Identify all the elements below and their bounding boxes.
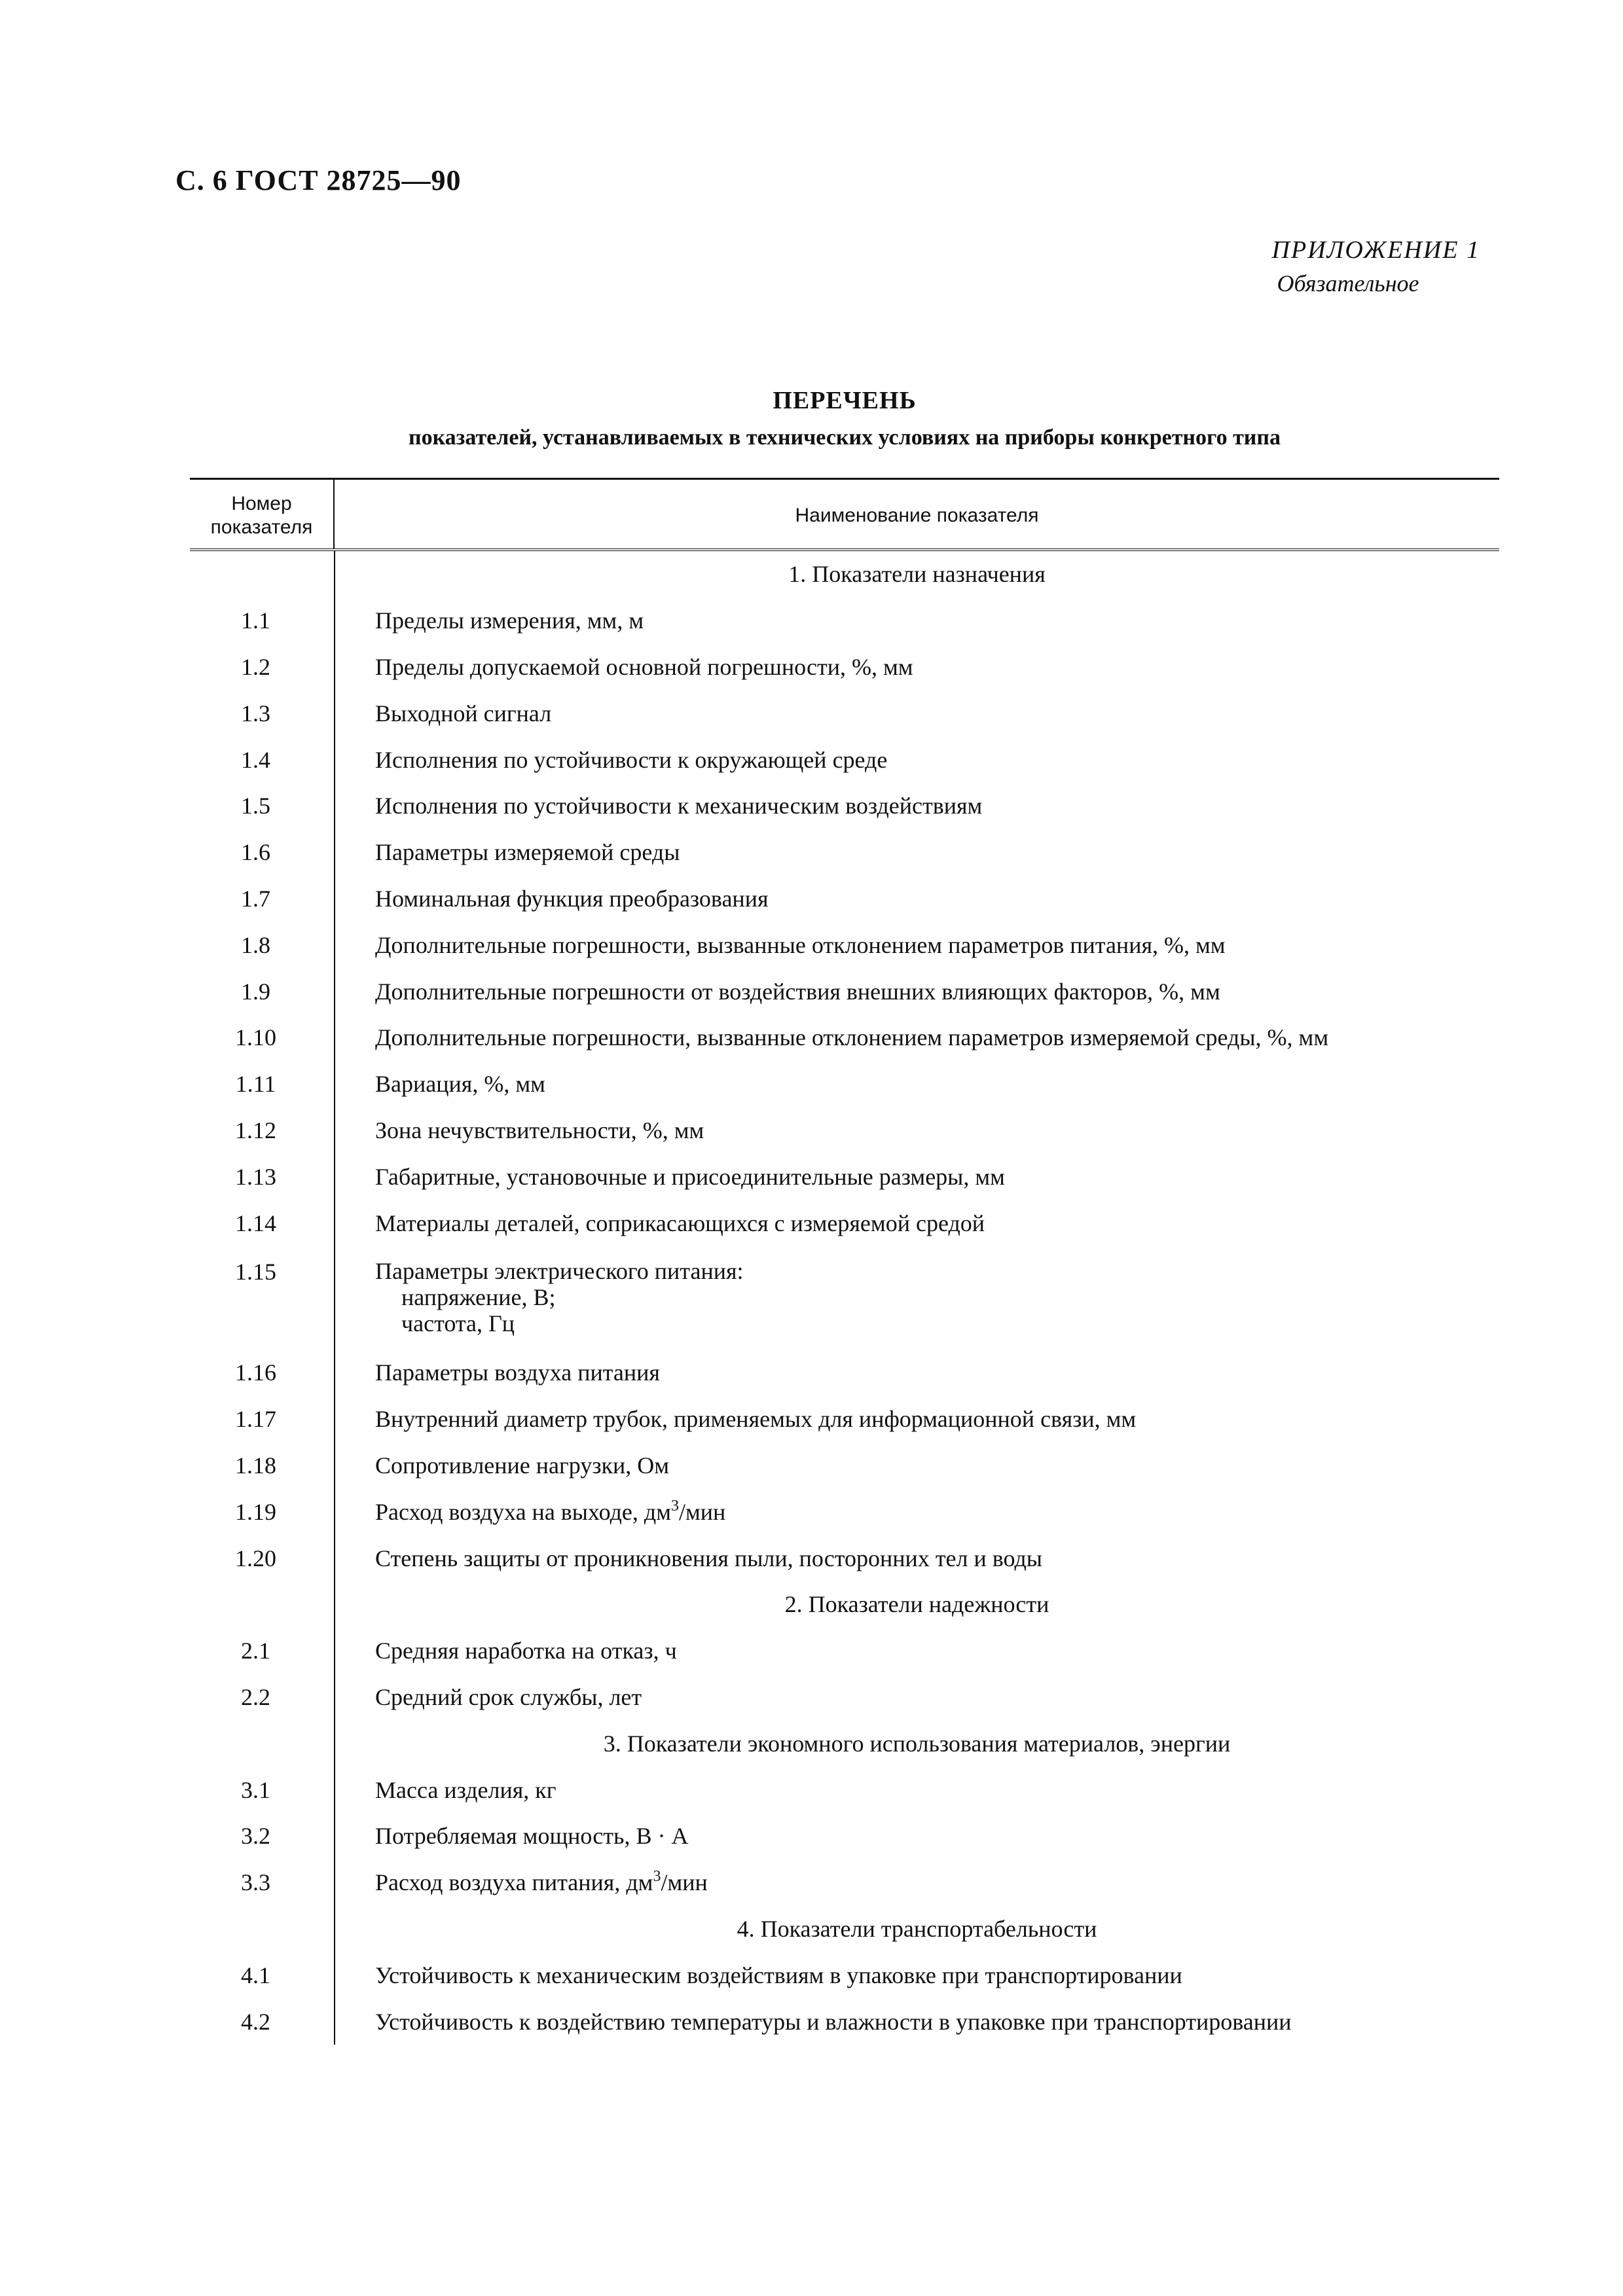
table-row bbox=[190, 922, 1499, 968]
indicator-name-text: Расход воздуха на выходе, дм bbox=[375, 1498, 671, 1525]
indicator-number: 1.12 bbox=[235, 1117, 276, 1143]
indicator-name: Средняя наработка на отказ, ч bbox=[375, 1638, 677, 1664]
indicator-number: 1.18 bbox=[235, 1452, 276, 1479]
indicator-number: 2.1 bbox=[241, 1638, 270, 1664]
indicator-name: Дополнительные погрешности, вызванные отклонением параметров измеряемой среды, %, мм bbox=[375, 1024, 1329, 1051]
section-row bbox=[190, 1581, 1499, 1628]
indicator-name: Материалы деталей, соприкасающихся с измеряемой средой bbox=[375, 1210, 985, 1236]
indicator-name: Параметры измеряемой среды bbox=[375, 839, 680, 866]
indicator-number: 1.16 bbox=[235, 1359, 276, 1386]
table-row bbox=[190, 1200, 1499, 1246]
table-header bbox=[190, 480, 1499, 551]
indicator-number: 4.2 bbox=[241, 2008, 270, 2035]
indicator-name: Зона нечувствительности, %, мм bbox=[375, 1117, 704, 1143]
column-header-name bbox=[335, 480, 1499, 548]
indicators-table bbox=[190, 478, 1499, 2045]
indicator-name: Исполнения по устойчивости к механическим воздействиям bbox=[375, 793, 983, 819]
table-row bbox=[190, 1674, 1499, 1721]
indicator-name-text: Параметры электрического питания: bbox=[375, 1257, 744, 1284]
table-row bbox=[190, 1813, 1499, 1859]
indicator-number: 1.10 bbox=[235, 1024, 276, 1051]
indicator-number: 1.2 bbox=[241, 653, 270, 680]
table-row bbox=[190, 690, 1499, 736]
indicator-name: Дополнительные погрешности от воздействия внешних влияющих факторов, %, мм bbox=[375, 978, 1220, 1005]
indicator-number: 3.3 bbox=[241, 1869, 270, 1896]
appendix-subtitle: Обязательное bbox=[1277, 270, 1419, 296]
indicator-name: Дополнительные погрешности, вызванные отклонением параметров питания, %, мм bbox=[375, 931, 1226, 958]
indicator-name: Выходной сигнал bbox=[375, 700, 552, 726]
indicator-number: 1.8 bbox=[241, 931, 270, 958]
table-row bbox=[190, 783, 1499, 829]
table-row bbox=[190, 1350, 1499, 1396]
indicator-number: 1.7 bbox=[241, 885, 270, 912]
indicator-number: 1.4 bbox=[241, 746, 270, 773]
section-title: 3. Показатели экономного использования материалов, энергии bbox=[603, 1730, 1231, 1757]
section-title: 4. Показатели транспортабельности bbox=[737, 1915, 1097, 1942]
table-row bbox=[190, 1014, 1499, 1061]
indicator-number: 1.11 bbox=[235, 1071, 276, 1098]
indicator-number: 2.2 bbox=[241, 1683, 270, 1710]
table-row bbox=[190, 1107, 1499, 1154]
table-row bbox=[190, 1443, 1499, 1489]
indicator-number: 1.1 bbox=[241, 607, 270, 634]
table-row bbox=[190, 968, 1499, 1014]
section-title: 1. Показатели назначения bbox=[788, 561, 1046, 588]
appendix-title: ПРИЛОЖЕНИЕ 1 bbox=[1271, 236, 1480, 264]
indicator-number: 1.13 bbox=[235, 1163, 276, 1190]
indicator-number: 1.15 bbox=[235, 1258, 276, 1285]
indicator-number: 3.2 bbox=[241, 1823, 270, 1850]
indicator-name: Номинальная функция преобразования bbox=[375, 885, 769, 912]
column-header-number-label: Номер показателя bbox=[210, 492, 313, 538]
indicator-name: Пределы измерения, мм, м bbox=[375, 607, 644, 634]
superscript: 3 bbox=[670, 1497, 679, 1515]
indicator-name: Потребляемая мощность, В · А bbox=[375, 1823, 689, 1850]
indicator-number: 3.1 bbox=[241, 1776, 270, 1803]
indicator-number: 4.1 bbox=[241, 1962, 270, 1988]
table-row bbox=[190, 644, 1499, 691]
indicator-name: Устойчивость к воздействию температуры и влажности в упаковке при транспортировании bbox=[375, 2008, 1292, 2035]
indicator-name bbox=[335, 1869, 1499, 1896]
indicator-number: 1.9 bbox=[241, 978, 270, 1005]
indicator-number: 1.5 bbox=[241, 793, 270, 819]
indicator-name: Устойчивость к механическим воздействиям в упаковке при транспортировании bbox=[375, 1962, 1182, 1988]
section-row bbox=[190, 1720, 1499, 1767]
superscript: 3 bbox=[653, 1868, 661, 1886]
indicator-number: 1.19 bbox=[235, 1498, 276, 1525]
column-header-number bbox=[190, 480, 335, 548]
indicator-name: Внутренний диаметр трубок, применяемых для информационной связи, мм bbox=[375, 1406, 1137, 1433]
indicator-subitem: частота, Гц bbox=[401, 1310, 515, 1336]
page-header: С. 6 ГОСТ 28725—90 bbox=[175, 164, 462, 196]
indicator-name: Пределы допускаемой основной погрешности, %, мм bbox=[375, 653, 913, 680]
table-row bbox=[190, 1488, 1499, 1535]
indicator-name: Степень защиты от проникновения пыли, посторонних тел и воды bbox=[375, 1545, 1042, 1571]
indicator-number: 1.14 bbox=[235, 1210, 276, 1236]
indicator-name-text: Расход воздуха питания, дм bbox=[375, 1869, 653, 1896]
table-row bbox=[190, 1628, 1499, 1674]
indicator-number: 1.3 bbox=[241, 700, 270, 726]
indicator-name: Исполнения по устойчивости к окружающей среде bbox=[375, 746, 888, 773]
indicator-name: Параметры воздуха питания bbox=[375, 1359, 660, 1386]
table-row bbox=[190, 829, 1499, 876]
table-row bbox=[190, 1998, 1499, 2045]
indicator-name: Средний срок службы, лет bbox=[375, 1683, 642, 1710]
section-title: 2. Показатели надежности bbox=[784, 1591, 1049, 1618]
table-body bbox=[190, 551, 1499, 2045]
section-row bbox=[190, 551, 1499, 598]
document-title bbox=[190, 386, 1499, 450]
section-row bbox=[190, 1906, 1499, 1952]
indicator-name-unit: /мин bbox=[678, 1498, 726, 1525]
indicator-name bbox=[335, 1246, 1499, 1336]
indicator-subitem: напряжение, В; bbox=[401, 1283, 556, 1310]
column-header-name-label: Наименование показателя bbox=[795, 504, 1039, 526]
title-main: ПЕРЕЧЕНЬ bbox=[773, 387, 917, 414]
table-row bbox=[190, 1061, 1499, 1107]
indicator-number: 1.6 bbox=[241, 839, 270, 866]
table-row bbox=[190, 1767, 1499, 1813]
table-row bbox=[190, 1396, 1499, 1443]
indicator-name: Габаритные, установочные и присоединительные размеры, мм bbox=[375, 1163, 1005, 1190]
indicator-name: Масса изделия, кг bbox=[375, 1776, 556, 1803]
appendix-label bbox=[1272, 236, 1480, 297]
indicator-name: Вариация, %, мм bbox=[375, 1071, 545, 1098]
indicator-name bbox=[335, 1498, 1499, 1526]
table-row bbox=[190, 598, 1499, 644]
indicator-name: Сопротивление нагрузки, Ом bbox=[375, 1452, 670, 1479]
table-row bbox=[190, 736, 1499, 783]
table-row bbox=[190, 876, 1499, 922]
table-row bbox=[190, 1246, 1499, 1350]
table-row bbox=[190, 1859, 1499, 1906]
table-row bbox=[190, 1153, 1499, 1200]
table-row bbox=[190, 1952, 1499, 1998]
table-row bbox=[190, 1535, 1499, 1581]
indicator-number: 1.17 bbox=[235, 1406, 276, 1433]
indicator-name-unit: /мин bbox=[661, 1869, 708, 1896]
title-subtitle: показателей, устанавливаемых в технических условиях на приборы конкретного типа bbox=[409, 425, 1281, 450]
indicator-number: 1.20 bbox=[235, 1545, 276, 1571]
